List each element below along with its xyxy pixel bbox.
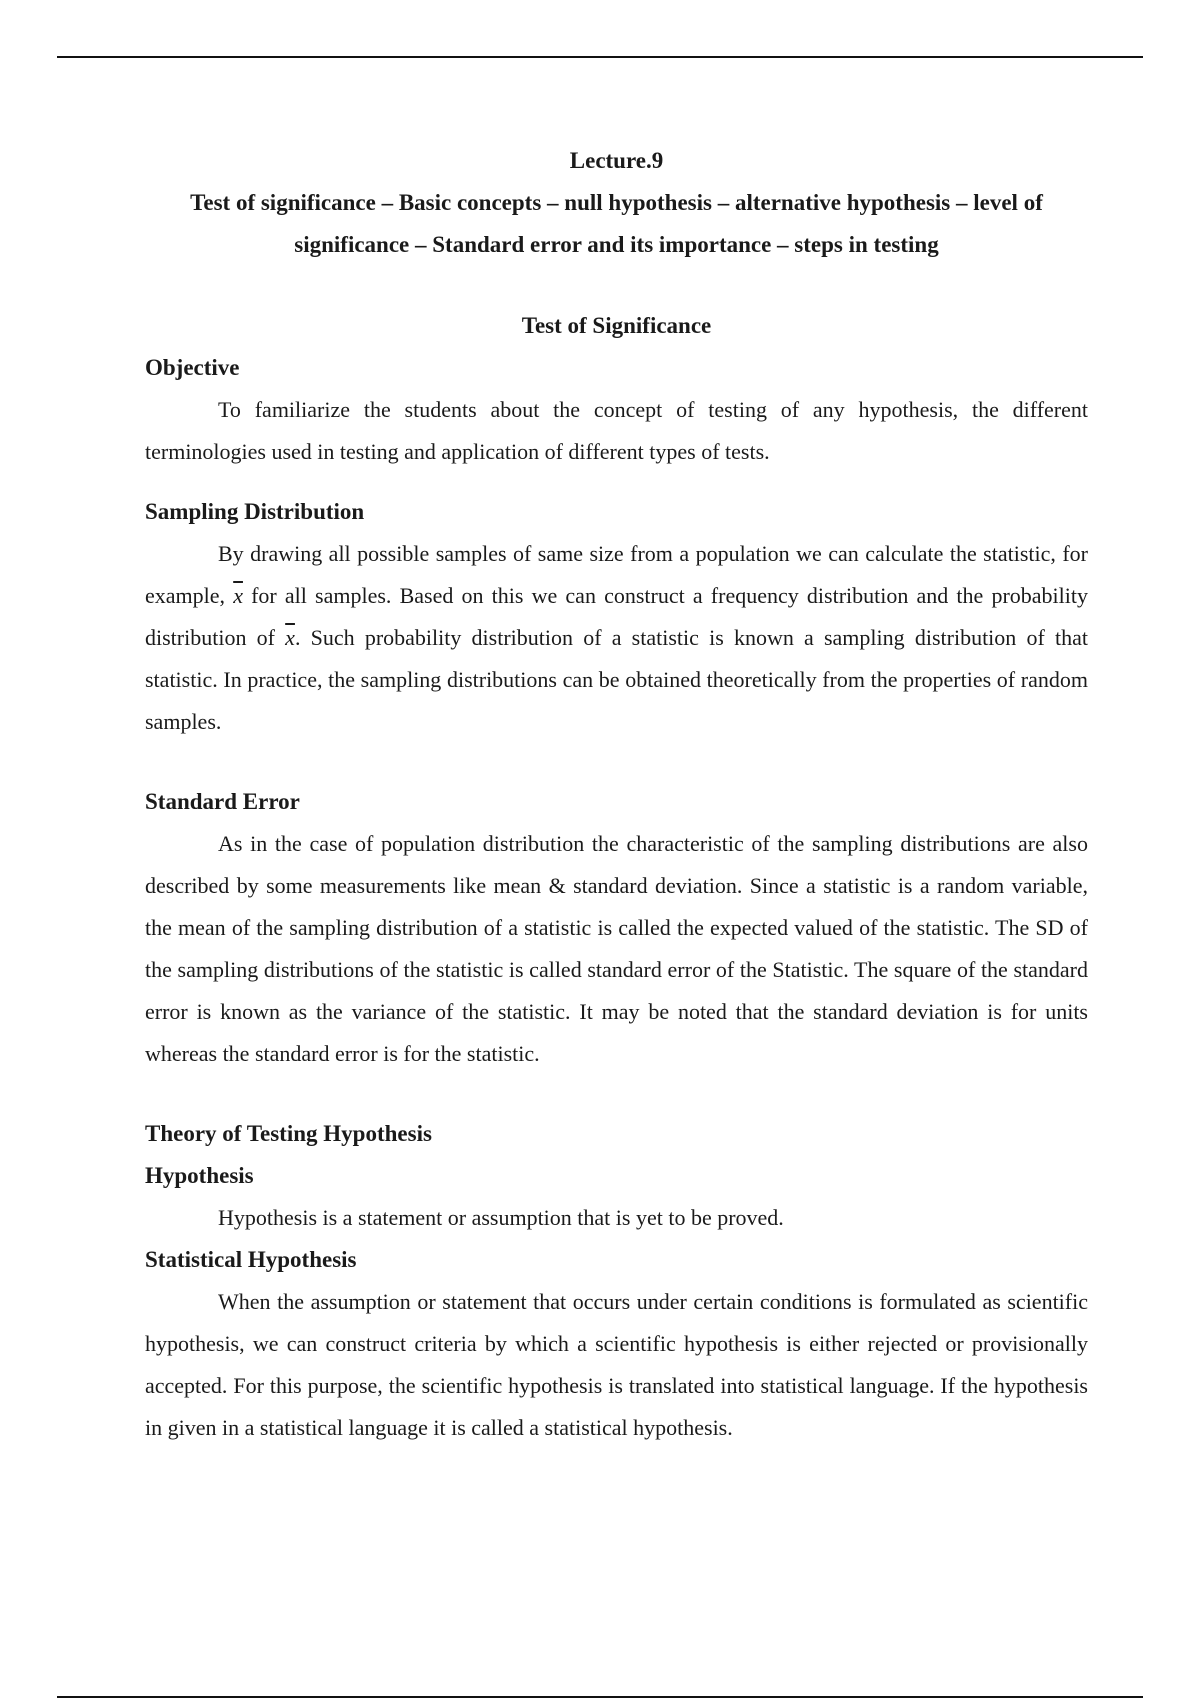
standard-error-heading: Standard Error [145, 789, 300, 814]
sampling-text-part-c: . Such probability distribution of a statistic is known a sampling distribution of that statistic. In practice, the sampling distributions can be obtained theoretically from the properties of random samples. [145, 625, 1088, 734]
standard-error-text: As in the case of population distribution the characteristic of the sampling distributions are also described by some measurements like mean & standard deviation. Since a statistic is a random variable, the mean of the sampling distribution of a statistic is called the expected valued of the statistic. The SD of the sampling distributions of the statistic is called standard error of the Statistic. The square of the standard error is known as the variance of the statistic. It may be noted that the standard deviation is for units whereas the standard error is for the statistic. [145, 831, 1088, 1066]
hypothesis-text: Hypothesis is a statement or assumption that is yet to be proved. [218, 1205, 784, 1230]
section-title: Test of Significance [521, 313, 712, 338]
x-bar-symbol: $\overline{x}$ [233, 583, 243, 608]
statistical-hypothesis-text: When the assumption or statement that occurs under certain conditions is formulated as scientific hypothesis, we can construct criteria by which a scientific hypothesis is either rejected or provisionally accepted. For this purpose, the scientific hypothesis is translated into statistical language. If the hypothesis in given in a statistical language it is called a statistical hypothesis. [145, 1289, 1088, 1440]
lecture-title: Lecture.9 [569, 148, 664, 173]
bottom-rule [57, 1696, 1143, 1698]
top-rule [57, 56, 1143, 58]
hypothesis-heading: Hypothesis [145, 1163, 254, 1188]
sampling-text-part-b: for all samples. Based on this we can construct a frequency distribution and the probability distribution of [145, 583, 1089, 650]
objective-heading: Objective [145, 355, 240, 380]
document-page [145, 140, 1088, 1449]
x-bar-symbol-2: $\overline{x}$ [285, 625, 295, 650]
sampling-distribution-heading: Sampling Distribution [145, 499, 365, 524]
statistical-hypothesis-heading: Statistical Hypothesis [145, 1247, 357, 1272]
objective-text: To familiarize the students about the concept of testing of any hypothesis, the different terminologies used in testing and application of different types of tests. [145, 397, 1088, 464]
lecture-subtitle: Test of significance – Basic concepts – null hypothesis – alternative hypothesis – level of significance – Standard error and its importance – steps in testing [190, 190, 1043, 257]
sampling-text-part-a: By drawing all possible samples of same size from a population we can calculate the statistic, for example, [145, 541, 1088, 608]
theory-heading: Theory of Testing Hypothesis [145, 1121, 432, 1146]
sampling-distribution-text [145, 533, 1088, 743]
